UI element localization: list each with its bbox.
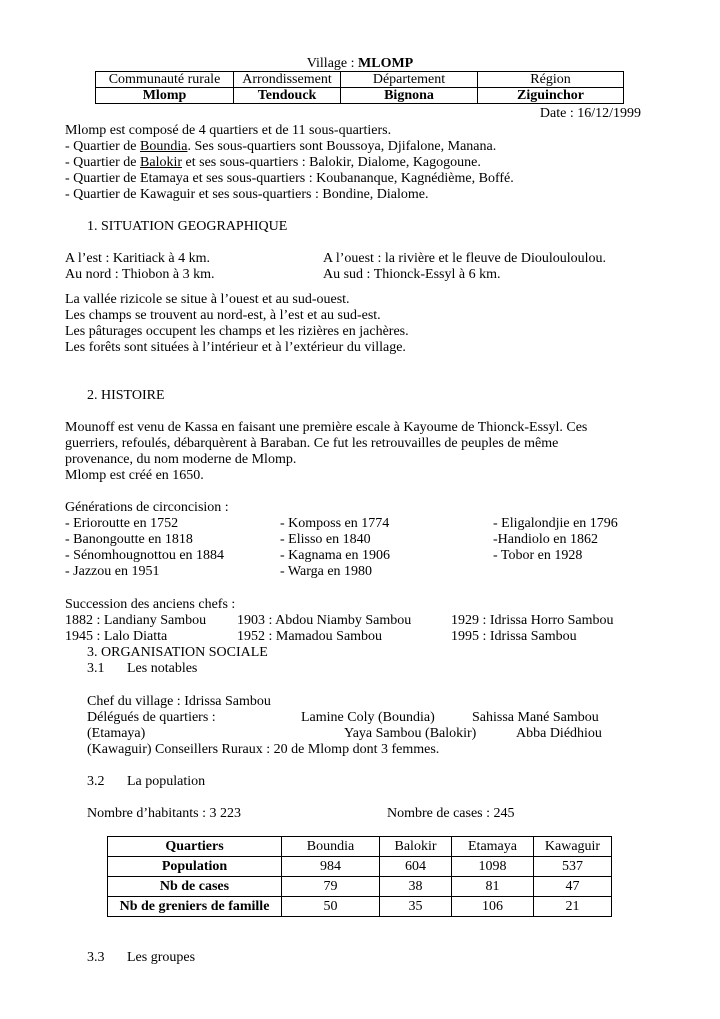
admin-val-region: Ziguinchor [478, 88, 624, 104]
table-cell: 604 [380, 857, 452, 877]
table-header: Kawaguir [534, 837, 612, 857]
table-row-label: Nb de greniers de famille [108, 897, 282, 917]
quartier-name: Boundia [140, 139, 188, 154]
chef-item: 1929 : Idrissa Horro Sambou [451, 613, 614, 628]
table-cell: 21 [534, 897, 612, 917]
delegue-item: Sahissa Mané Sambou [472, 710, 599, 725]
village-title [0, 56, 720, 72]
histoire-line: guerriers, refoulés, débarquèrent à Baraban. Ce fut les retrouvailles de peuples de même [65, 436, 559, 451]
geo-sud: Au sud : Thionck-Essyl à 6 km. [323, 267, 501, 282]
quartier-etamaya: - Quartier de Etamaya et ses sous-quartiers : Koubananque, Kagnédième, Boffé. [65, 171, 514, 186]
geo-line: Les forêts sont situées à l’intérieur et à l’extérieur du village. [65, 340, 406, 355]
admin-col-region: Région [478, 72, 624, 88]
generations-title: Générations de circoncision : [65, 500, 229, 515]
admin-val-departement: Bignona [341, 88, 478, 104]
admin-val-communaute: Mlomp [96, 88, 234, 104]
admin-val-arrondissement: Tendouck [234, 88, 341, 104]
generation-item: - Jazzou en 1951 [65, 564, 160, 579]
generation-item: - Tobor en 1928 [493, 548, 583, 563]
chef-item: 1882 : Landiany Sambou [65, 613, 207, 628]
quartier-suffix: . Ses sous-quartiers sont Boussoya, Djifalone, Manana. [187, 139, 497, 154]
admin-col-arrondissement: Arrondissement [234, 72, 341, 88]
table-row-label: Population [108, 857, 282, 877]
table-header: Balokir [380, 837, 452, 857]
geo-line: La vallée rizicole se situe à l’ouest et au sud-ouest. [65, 292, 350, 307]
intro-line: Mlomp est composé de 4 quartiers et de 11 sous-quartiers. [65, 123, 392, 138]
table-row [108, 857, 612, 877]
generation-item: - Erioroutte en 1752 [65, 516, 179, 531]
generation-item: - Komposs en 1774 [280, 516, 390, 531]
delegue-item: Abba Diédhiou [516, 726, 602, 741]
chefs-title: Succession des anciens chefs : [65, 597, 236, 612]
admin-value-row [96, 88, 624, 104]
geo-nord: Au nord : Thiobon à 3 km. [65, 267, 215, 282]
subsection-3-1-title: Les notables [127, 661, 198, 676]
subsection-3-3-title: Les groupes [127, 950, 196, 965]
admin-table [95, 71, 624, 104]
section-1-title: 1. SITUATION GEOGRAPHIQUE [87, 219, 288, 234]
table-cell: 537 [534, 857, 612, 877]
table-header: Boundia [282, 837, 380, 857]
chef-item: 1952 : Mamadou Sambou [237, 629, 383, 644]
quartier-suffix: et ses sous-quartiers : Balokir, Dialome, Kagogoune. [182, 155, 481, 170]
nombre-cases: Nombre de cases : 245 [387, 806, 515, 821]
quartier-kawaguir: - Quartier de Kawaguir et ses sous-quartiers : Bondine, Dialome. [65, 187, 429, 202]
subsection-3-3-number: 3.3 [87, 950, 105, 965]
generation-item: - Elisso en 1840 [280, 532, 371, 547]
generation-item: - Warga en 1980 [280, 564, 373, 579]
table-header: Quartiers [108, 837, 282, 857]
table-cell: 38 [380, 877, 452, 897]
subsection-3-2-number: 3.2 [87, 774, 105, 789]
date: Date : 16/12/1999 [539, 106, 641, 121]
geo-line: Les champs se trouvent au nord-est, à l’est et au sud-est. [65, 308, 381, 323]
village-label: Village : [306, 56, 359, 71]
generation-item: - Banongoutte en 1818 [65, 532, 193, 547]
population-table [107, 836, 612, 917]
chef-item: 1903 : Abdou Niamby Sambou [237, 613, 412, 628]
admin-header-row [96, 72, 624, 88]
section-2-title: 2. HISTOIRE [87, 388, 165, 403]
delegue-item: Yaya Sambou (Balokir) [344, 726, 477, 741]
admin-col-communaute: Communauté rurale [96, 72, 234, 88]
quartier-prefix: - Quartier de [65, 155, 141, 170]
table-row-label: Nb de cases [108, 877, 282, 897]
geo-ouest: A l’ouest : la rivière et le fleuve de Dioulouloulou. [323, 251, 607, 266]
table-cell: 50 [282, 897, 380, 917]
generation-item: - Sénomhougnottou en 1884 [65, 548, 225, 563]
delegues-label: Délégués de quartiers : [87, 710, 216, 725]
delegue-etamaya: (Etamaya) [87, 726, 146, 741]
generation-item: - Eligalondjie en 1796 [493, 516, 618, 531]
chef-village: Chef du village : Idrissa Sambou [87, 694, 271, 709]
nombre-habitants: Nombre d’habitants : 3 223 [87, 806, 241, 821]
admin-col-departement: Département [341, 72, 478, 88]
table-cell: 106 [452, 897, 534, 917]
table-cell: 81 [452, 877, 534, 897]
subsection-3-1-number: 3.1 [87, 661, 105, 676]
table-header: Etamaya [452, 837, 534, 857]
chef-item: 1995 : Idrissa Sambou [451, 629, 577, 644]
table-cell: 79 [282, 877, 380, 897]
generation-item: - Kagnama en 1906 [280, 548, 391, 563]
quartier-name: Balokir [140, 155, 183, 170]
histoire-line: provenance, du nom moderne de Mlomp. [65, 452, 297, 467]
section-3-title: 3. ORGANISATION SOCIALE [87, 645, 268, 660]
delegue-item: Lamine Coly (Boundia) [301, 710, 435, 725]
table-cell: 47 [534, 877, 612, 897]
quartier-boundia [65, 139, 496, 155]
conseillers-ruraux: (Kawaguir) Conseillers Ruraux : 20 de Mlomp dont 3 femmes. [87, 742, 440, 757]
geo-est: A l’est : Karitiack à 4 km. [65, 251, 211, 266]
generation-item: -Handiolo en 1862 [493, 532, 598, 547]
table-header-row [108, 837, 612, 857]
table-row [108, 877, 612, 897]
geo-line: Les pâturages occupent les champs et les rizières en jachères. [65, 324, 409, 339]
quartier-prefix: - Quartier de [65, 139, 141, 154]
histoire-line: Mlomp est créé en 1650. [65, 468, 204, 483]
quartier-balokir [65, 155, 481, 171]
table-cell: 984 [282, 857, 380, 877]
chef-item: 1945 : Lalo Diatta [65, 629, 168, 644]
table-cell: 35 [380, 897, 452, 917]
village-name: MLOMP [358, 56, 414, 71]
table-row [108, 897, 612, 917]
table-cell: 1098 [452, 857, 534, 877]
histoire-line: Mounoff est venu de Kassa en faisant une première escale à Kayoume de Thionck-Essyl. Ces [65, 420, 588, 435]
subsection-3-2-title: La population [127, 774, 206, 789]
